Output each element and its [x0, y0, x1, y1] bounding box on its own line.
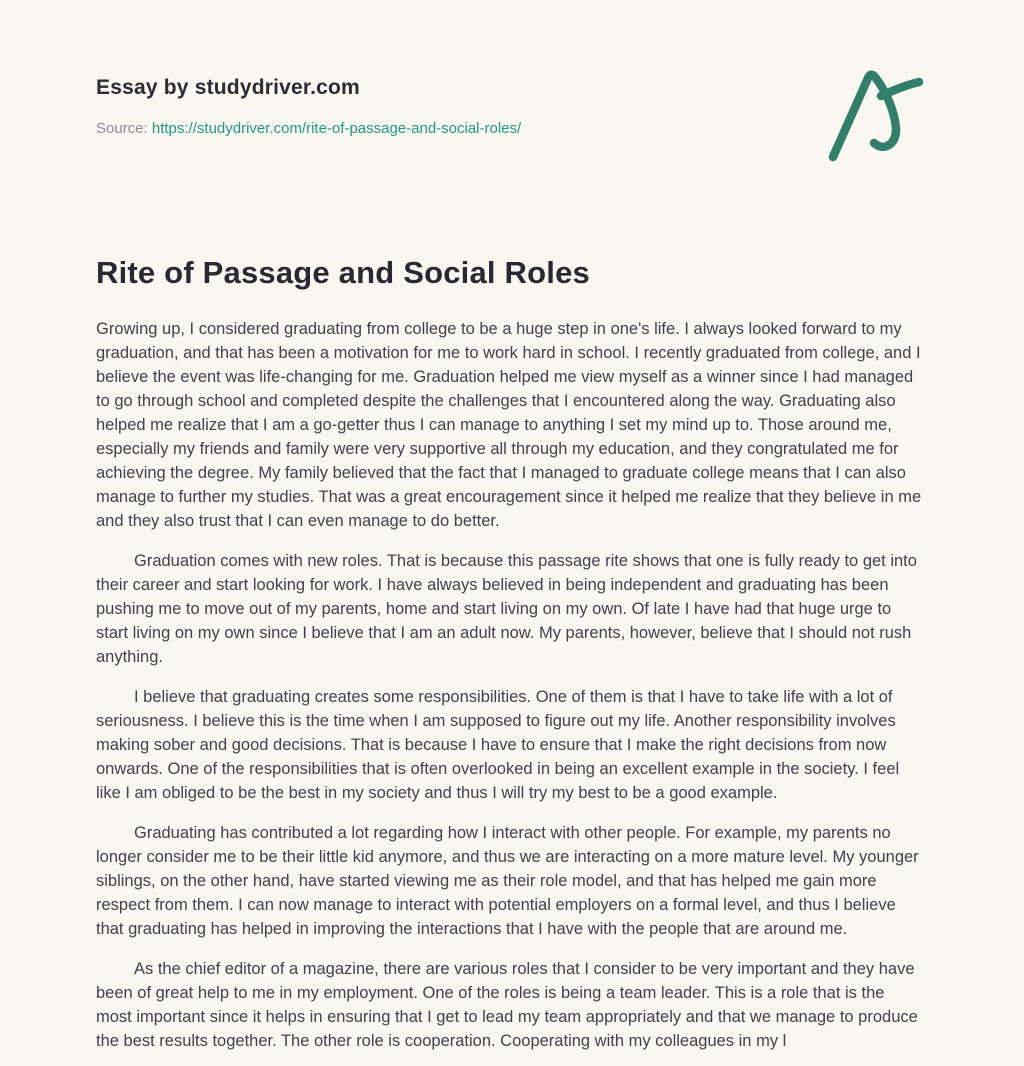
- essay-paragraph-3: I believe that graduating creates some responsibilities. One of them is that I have to take life with a lot of seriousness. I believe this is the time when I am supposed to figure out my life. Another responsibility involves making sober and good decisions. That is because I have to ensure that I make the right decisions from now onwards. One of the responsibilities that is often overlooked in being an excellent example in the society. I feel like I am obliged to be the best in my society and thus I will try my best to be a good example.: [96, 688, 900, 802]
- byline: Essay by studydriver.com: [96, 76, 360, 99]
- studydriver-logo: [824, 70, 930, 162]
- essay-paragraph-5: As the chief editor of a magazine, there are various roles that I consider to be very important and they have been of great help to me in my employment. One of the roles is being a team leader. This is a role that is the most important since it helps in ensuring that I get to lead my team appropriately and that we manage to produce the best results together. The other role is cooperation. Cooperating with my colleagues in my l: [96, 960, 918, 1050]
- source-label: Source:: [96, 120, 148, 137]
- essay-paragraph-1: Growing up, I considered graduating from college to be a huge step in one's life. I always looked forward to my graduation, and that has been a motivation for me to work hard in school. I recently graduated from college, and I believe the event was life-changing for me. Graduation helped me view myself as a winner since I had managed to go through school and completed despite the challenges that I encountered along the way. Graduating also helped me realize that I am a go-getter thus I can manage to anything I set my mind up to. Those around me, especially my friends and family were very supportive all through my education, and they congratulated me for achieving the degree. My family believed that the fact that I managed to graduate college means that I can also manage to further my studies. That was a great encouragement since it helped me realize that they believe in me and they also trust that I can even manage to do better.: [96, 320, 922, 530]
- page-title: Rite of Passage and Social Roles: [96, 255, 590, 290]
- source-link[interactable]: https://studydriver.com/rite-of-passage-and-social-roles/: [151, 120, 522, 137]
- essay-paragraph-4: Graduating has contributed a lot regarding how I interact with other people. For example, my parents no longer consider me to be their little kid anymore, and thus we are interacting on a more mature level. My younger siblings, on the other hand, have started viewing me as their role model, and that has helped me gain more respect from them. I can now manage to interact with potential employers on a formal level, and thus I believe that graduating has helped in improving the interactions that I have with the people that are around me.: [96, 824, 919, 938]
- source-line: [96, 120, 924, 137]
- essay-body: [96, 317, 924, 1053]
- essay-paragraph-2: Graduation comes with new roles. That is because this passage rite shows that one is fully ready to get into their career and start looking for work. I have always believed in being independent and graduating has been pushing me to move out of my parents, home and start living on my own. Of late I have had that huge urge to start living on my own since I believe that I am an adult now. My parents, however, believe that I should not rush anything.: [96, 552, 917, 666]
